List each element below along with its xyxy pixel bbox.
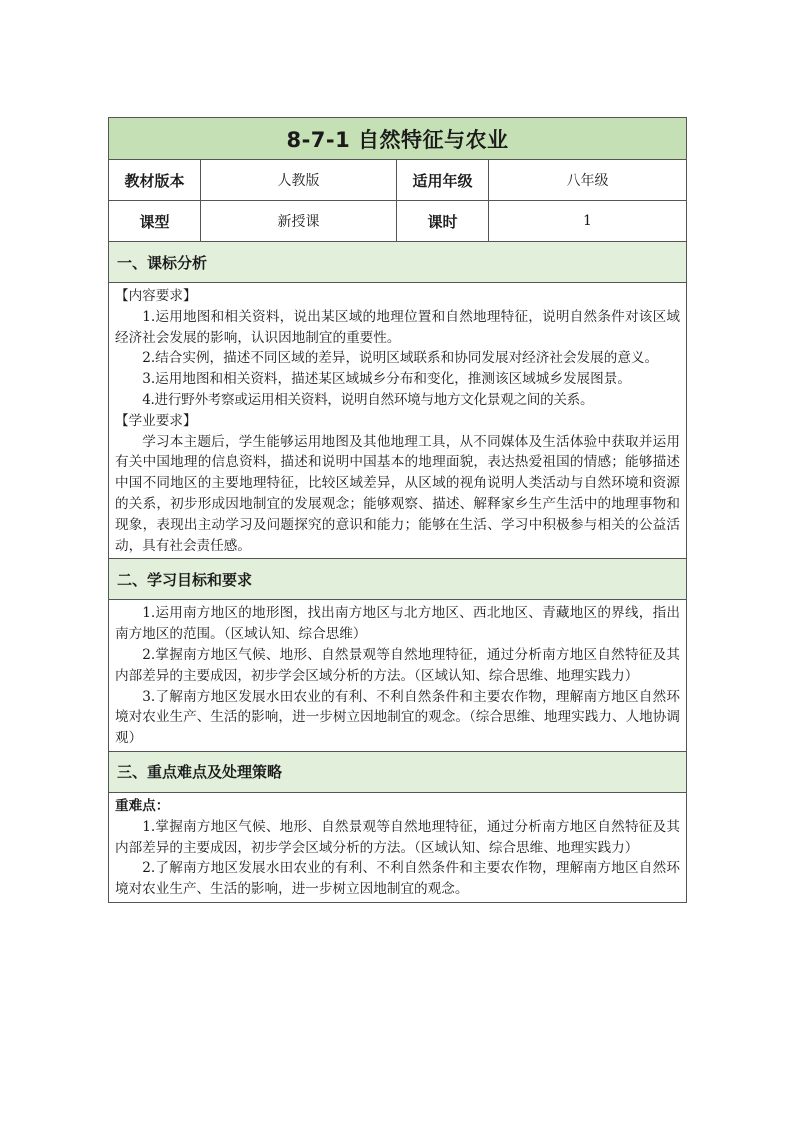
academic-requirements-label: 【学业要求】 bbox=[115, 412, 197, 429]
lesson-plan-table bbox=[108, 117, 687, 903]
grade-label: 适用年级 bbox=[397, 160, 489, 201]
objective-item: 2.掌握南方地区气候、地形、自然景观等自然地理特征，通过分析南方地区自然特征及其内部差异的主要成因，初步学会区域分析的方法。（区域认知、综合思维、地理实践力） bbox=[115, 646, 681, 684]
period-label: 课时 bbox=[397, 201, 489, 242]
content-item: 2.结合实例，描述不同区域的差异，说明区域联系和协同发展对经济社会发展的意义。 bbox=[142, 350, 659, 367]
lesson-type-value: 新授课 bbox=[201, 201, 397, 242]
grade-value: 八年级 bbox=[489, 160, 687, 201]
edition-value: 人教版 bbox=[201, 160, 397, 201]
content-item: 3.运用地图和相关资料，描述某区域城乡分布和变化，推测该区域城乡发展图景。 bbox=[142, 371, 631, 388]
edition-label: 教材版本 bbox=[109, 160, 201, 201]
lesson-type-label: 课型 bbox=[109, 201, 201, 242]
objective-item: 3.了解南方地区发展水田农业的有利、不利自然条件和主要农作物，理解南方地区自然环境对农业生产、生活的影响，进一步树立因地制宜的观念。（综合思维、地理实践力、人地协调观） bbox=[115, 688, 681, 747]
document-title: 8-7-1 自然特征与农业 bbox=[109, 118, 687, 160]
section-body-objectives bbox=[109, 600, 687, 752]
section-heading-curriculum: 一、课标分析 bbox=[109, 242, 687, 283]
content-item: 4.进行野外考察或运用相关资料，说明自然环境与地方文化景观之间的关系。 bbox=[142, 391, 594, 408]
content-requirements-label: 【内容要求】 bbox=[115, 288, 197, 304]
key-difficulties-label: 重难点： bbox=[115, 797, 170, 814]
section-heading-key-points: 三、重点难点及处理策略 bbox=[109, 751, 687, 792]
period-value: 1 bbox=[489, 201, 687, 242]
objective-item: 1.运用南方地区的地形图，找出南方地区与北方地区、西北地区、青藏地区的界线，指出南方地区的范围。（区域认知、综合思维） bbox=[115, 605, 681, 643]
content-item: 1.运用地图和相关资料，说出某区域的地理位置和自然地理特征，说明自然条件对该区域经济社会发展的影响，认识因地制宜的重要性。 bbox=[115, 308, 681, 346]
academic-requirements-text: 学习本主题后，学生能够运用地图及其他地理工具，从不同媒体及生活体验中获取并运用有关中国地理的信息资料，描述和说明中国基本的地理面貌，表达热爱祖国的情感；能够描述中国不同地区的主要地理特征，比较区域差异，从区域的视角说明人类活动与自然环境和资源的关系，初步形成因地制宜的发展观念；能够观察、描述、解释家乡生产生活中的地理事物和现象，表现出主动学习及问题探究的意识和能力；能够在生活、学习中积极参与相关的公益活动，具有社会责任感。 bbox=[115, 433, 681, 554]
section-body-curriculum bbox=[109, 283, 687, 559]
key-point-item: 1.掌握南方地区气候、地形、自然景观等自然地理特征，通过分析南方地区自然特征及其内部差异的主要成因，初步学会区域分析的方法。（区域认知、综合思维、地理实践力） bbox=[115, 818, 681, 856]
section-heading-objectives: 二、学习目标和要求 bbox=[109, 559, 687, 600]
key-point-item: 2.了解南方地区发展水田农业的有利、不利自然条件和主要农作物，理解南方地区自然环境对农业生产、生活的影响，进一步树立因地制宜的观念。 bbox=[115, 860, 681, 898]
section-body-key-points bbox=[109, 792, 687, 902]
